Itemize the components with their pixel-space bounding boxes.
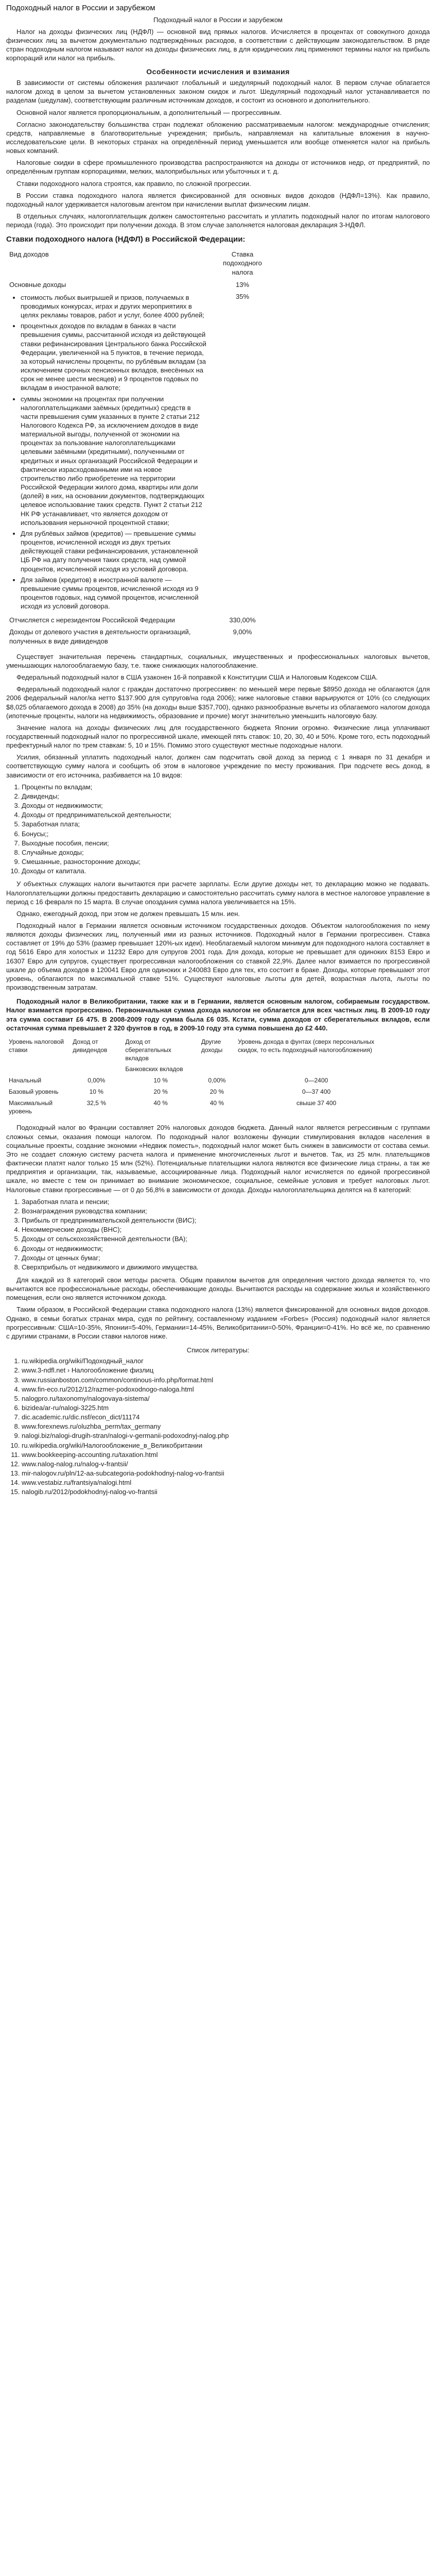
table-header-cell: Уровень дохода в фунтах (сверх персональных скидок, то есть подоходный налогообложения)	[238, 1038, 375, 1054]
table-cell: 20 %	[210, 1088, 224, 1095]
table-cell: 0,00%	[88, 1077, 106, 1084]
table-cell: Основные доходы	[9, 280, 66, 289]
source-link[interactable]: 9. nalogi.biz/nalogi-drugih-stran/nalogi-v-germanii-podoxodnyj-nalog.php	[22, 1431, 430, 1440]
body-paragraph: Подоходный налог во Франции составляет 20% налоговых доходов бюджета. Данный налог является регрессивным с группами сложных семьи, оказания помощи налогом. По подоходный налог возложены функции стимулирования вкладов населения в социальные проекты, создание экономии «Недвиж поместь», подоходный налог может быть снижен в зависимости от состава семьи. Это не создает сложную систему расчета налога и применение многочисленных льгот и вычетов. Так, из 25 млн. плательщиков фактически платят налог только 15 млн (52%). Потенциальные плательщики налога являются все физические лица страны, а так же предприятия и организации, так, называемые, ассоциированные лица. Подоходный налог исчисляется по единой прогрессивной шкале, но вместе с тем он принимает во внимание экономическое, социальное, семейные условия и требует налоговых льгот. Налоговые ставки прогрессивные — от 0 до 56,8% в зависимости от дохода. Доходы налогоплательщика делятся на 8 категорий:	[6, 1124, 430, 1194]
source-link[interactable]: 3. www.russianboston.com/common/continous-info.php/format.html	[22, 1376, 430, 1384]
table-cell: 0—37 400	[302, 1088, 331, 1095]
table-row	[6, 1087, 397, 1098]
table-header-cell: Ставка подоходного налога	[223, 250, 262, 276]
body-paragraph: Для каждой из 8 категорий свои методы расчета. Общим правилом вычетов для определения чистого дохода является то, что вычитаются все профессиональные расходы, обеспечивающие доходы. Вычитаются расходы на содержание жилья и хозяйственного помещения, если оно является источником дохода.	[6, 1276, 430, 1302]
features-paragraph: Налоговые скидки в сфере промышленного производства распространяются на доходы от источников недр, от предприятий, по определённым группам корпорациями, мелких, малоприбыльных или убыточных и т. д.	[6, 159, 430, 176]
uk-heading: Подоходный налог в Великобритании, также как и в Германии, является основным налогом, собираемым государством. Налог взимается прогрессивно. Первоначальная сумма дохода налогом не облагается для всех частных лиц. В 2009-10 году эта сумма составит £6 475. В 2008-2009 году сумма была £6 035. Кстати, сумма доходов от сберегательных вкладов, если остаточная сумма превышает 2 320 фунтов в год, в 2009-10 году эта сумма повышена до £2 440.	[6, 997, 430, 1032]
list-item: 1. Заработная плата и пенсии;	[22, 1197, 430, 1206]
table-cell: Максимальный уровень	[9, 1099, 53, 1115]
features-paragraph: Основной налог является пропорциональным, а дополнительный — прогрессивным.	[16, 108, 282, 116]
table-header-cell: Банковских вкладов	[125, 1065, 183, 1073]
source-link[interactable]: 2. www.3-ndfl.net › Налогообложение физлиц	[22, 1366, 430, 1375]
table-cell: 35%	[235, 292, 250, 300]
table-cell: 0,00%	[208, 1077, 226, 1084]
list-item: 9. Смешанные, разносторонние доходы;	[22, 857, 430, 866]
table-header-cell	[6, 1064, 70, 1075]
rate-35-list	[9, 293, 208, 611]
conclusion-paragraph: Таким образом, в Российской Федерации ставка подоходного налога (13%) является фиксированной для основных видов доходов. Однако, в семьи богатых странах мира, судя по рейтингу, составленному изданием «Forbes» (Россия) подоходный налог является прогрессивным: США=10-35%, Японии=5-40%, Германии=14-45%, Великобритании=0-50%, Франции=0-41%. Но всё же, по сравнению с другими странами, в России ставки налогов ниже.	[6, 1306, 430, 1340]
table-cell: Базовый уровень	[9, 1088, 59, 1095]
body-paragraph: Значение налога на доходы физических лиц для государственного бюджета Японии огромно. Физические лица уплачивают государственный подоходный налог по прогрессивной шкале, имеющей пять ставок: 10, 20, 30, 40 и 50%. Кроме того, есть подоходный префектурный налог по трем ставкам: 5, 10 и 15%. Помимо этого существуют местные подоходные налоги.	[6, 723, 430, 750]
list-item: 10. Доходы от капитала.	[22, 867, 430, 875]
table-cell: 32,5 %	[86, 1099, 106, 1107]
table-row	[6, 1075, 397, 1087]
table-header-row	[6, 1037, 397, 1064]
list-item: • Для займов (кредитов) в иностранной валюте — превышение суммы процентов, исчисленной исходя из 9 процентов годовых, над суммой процентов, исчисленной исходя из условий договора.	[21, 575, 208, 611]
source-link[interactable]: 12. www.nalog-nalog.ru/nalog-v-frantsii/	[22, 1460, 430, 1468]
table-header-cell: Другие доходы	[201, 1038, 223, 1054]
list-item: 4. Некоммерческие доходы (ВНС);	[22, 1225, 430, 1234]
table-header-cell: Уровень налоговой ставки	[9, 1038, 64, 1054]
list-item: 3. Прибыль от предпринимательской деятельности (ВИС);	[22, 1216, 430, 1225]
sources-list	[6, 1357, 430, 1496]
list-item: • суммы экономии на процентах при получении налогоплательщиками заёмных (кредитных) средств в части превышения сумм указанных в пункте 2 статьи 212 Налогового Кодекса РФ, за исключением доходов в виде материальной выгоды, полученной от экономии на процентах за пользование налогоплательщиками целевыми заёмными (кредитными), полученными от кредитных и иных организаций Российской Федерации и фактически израсходованными ими на новое строительство либо приобретение на территории Российской Федерации жилого дома, квартиры или доли (долей) в них, на основании документов, подтверждающих целевое использование таких средств. Пункт 2 статьи 212 НК РФ устанавливает, что является доходом от использования нерыночной процентной ставки;	[21, 395, 208, 527]
list-item: 5. Заработная плата;	[22, 820, 430, 828]
table-cell: 330,00%	[229, 616, 256, 624]
table-cell: Доходы от долевого участия в деятельности организаций, полученных в виде дивидендов	[9, 628, 191, 645]
body-paragraph: Усилия, обязанный уплатить подоходный налог, должен сам подсчитать свой доход за период с 1 января по 31 декабря и соответствующую сумму налога и сообщить об этом в налоговое учреждение по месту проживания. При подсчете весь доход, в зависимости от его источника, разбивается на 10 видов:	[6, 753, 430, 779]
list-item: • процентных доходов по вкладам в банках в части превышения суммы, рассчитанной исходя из действующей ставки рефинансирования Центрального банка Российской Федерации, увеличенной на 5 пунктов, в течение периода, за который начислены проценты, по рублёвым вкладам (за исключением срочных пенсионных вкладов, внесённых на срок не менее шести месяцев) и 9 процентов годовых по вкладам в иностранной валюте;	[21, 321, 208, 392]
source-link[interactable]: 10. ru.wikipedia.org/wiki/Налогообложение_в_Великобритании	[22, 1441, 430, 1450]
source-link[interactable]: 5. nalogpro.ru/taxonomy/nalogovaya-sistema/	[22, 1394, 430, 1403]
table-row	[6, 291, 274, 614]
features-paragraph: В зависимости от системы обложения различают глобальный и шедулярный подоходный налог. В первом случае облагается налогом доход в целом за вычетом установленных законом скидок и льгот. Шедулярный подоходный налог устанавливается по разделам (шедулам), соответствующим различным источникам доходов, и состоит из основного и дополнительного.	[6, 79, 430, 105]
table-cell: 40 %	[153, 1099, 168, 1107]
features-paragraph: В России ставка подоходного налога является фиксированной для основных видов доходов (НДФЛ=13%). Как правило, подоходный налог удерживается налоговым агентом при начислении выплат физическим лицам.	[6, 191, 430, 208]
list-item: 7. Доходы от ценных бумаг;	[22, 1253, 430, 1262]
list-item: 2. Вознаграждения руководства компании;	[22, 1207, 430, 1215]
document-title: Подоходный налог в России и зарубежом	[6, 4, 155, 12]
table-row	[6, 614, 274, 626]
table-row	[6, 1098, 397, 1117]
features-paragraph: В отдельных случаях, налогоплательщик должен самостоятельно рассчитать и уплатить подоходный налог по итогам налогового периода (года). Это происходит при получении дохода. В этом случае заполняется налоговая декларация 3-НДФЛ.	[6, 212, 430, 229]
body-paragraph: Подоходный налог в Германии является основным источником государственных доходов. Объектом налогообложения по нему являются доходы физических лиц, полученный ими из разных источников. Подоходный налог в Германии прогрессивен. Ставка составляет от 19% до 53% (размер превышает 120%-ых идеи). Необлагаемый налогом минимум для подоходного налога составляет в год 5616 Евро для холостых и 11232 Евро для супругов 2001 года. Для дохода, которые не превышает для одиноких 8153 Евро и 16307 Евро для супругов, существует прогрессивная налогообложения со ставкой 22,9%. Далее налог взимается по прогрессивной шкале до объема доходов в 120041 Евро для одиноких и 240083 Евро для тех, кто состоит в браке. Доходы, которые превышают этот уровень, облагаются по максимальной ставке 51%. Существуют налоговые льготы для детей, возрастная льгота, льготы по производственным затратам.	[6, 921, 430, 992]
intro-paragraph: Налог на доходы физических лиц (НДФЛ) — основной вид прямых налогов. Исчисляется в процентах от совокупного дохода физических лиц за вычетом документально подтверждённых расходов, в соответствии с действующим законодательством. В ряде стран подоходным налогом называют налог на доходы физических лиц, в для юридических лиц применяют термины налог на прибыль корпораций или налог на прибыль.	[6, 27, 430, 62]
table-subheader-row	[6, 1064, 397, 1075]
table-cell: 10 %	[89, 1088, 103, 1095]
table-header-cell	[235, 1064, 397, 1075]
body-paragraph: Однако, ежегодный доход, при этом не должен превышать 15 млн. иен.	[16, 909, 240, 918]
list-item: 4. Доходы от предпринимательской деятельности;	[22, 810, 430, 819]
table-cell: Начальный	[9, 1077, 42, 1084]
list-item: 2. Дивиденды;	[22, 792, 430, 801]
source-link[interactable]: 13. mir-nalogov.ru/pln/12-aa-subcategoria-podokhodnyj-nalog-vo-frantsii	[22, 1469, 430, 1478]
features-paragraph: Согласно законодательству большинства стран подлежат обложению рассматриваемым налогом: международные отчисления; средств, направляемые в благотворительные учреждения; прибыль, направляемая на капитальные вложения в научно-исследовательские цели. В некоторых странах на определённый период уменьшается или вообще отменяется налог на прибыль новых компаний.	[6, 120, 430, 155]
table-header-row	[6, 248, 274, 278]
source-link[interactable]: 15. nalogib.ru/2012/podokhodnyj-nalog-vo-frantsii	[22, 1487, 430, 1496]
list-item: 3. Доходы от недвижимости;	[22, 801, 430, 810]
source-link[interactable]: 14. www.vestabiz.ru/frantsiya/nalogi.html	[22, 1478, 430, 1487]
russia-rates-table	[6, 248, 274, 647]
uk-rates-table	[6, 1037, 397, 1117]
body-paragraph: У объектных служащих налоги вычитаются при расчете зарплаты. Если другие доходы нет, то декларацию можно не подавать. Налогоплательщики должны предоставить декларацию и самостоятельно рассчитать сумму налога в местное налоговое управление в период с 16 февраля по 15 марта. В случае опоздания сумма налога увеличивается на 15%.	[6, 880, 430, 906]
table-header-cell: Доход от дивидендов	[73, 1038, 108, 1054]
table-cell: Отчисляется с нерезидентом Российской Федерации	[9, 616, 175, 624]
list-item: 1. Проценты по вкладам;	[22, 783, 430, 791]
list-item: 5. Доходы от сельскохозяйственной деятельности (ВА);	[22, 1234, 430, 1243]
table-row	[6, 279, 274, 291]
table-row	[6, 626, 274, 647]
table-header-cell: Доход от сберегательных вкладов	[125, 1038, 171, 1062]
list-item: • Для рублёвых займов (кредитов) — превышение суммы процентов, исчисленной исходя из двух третьих действующей ставки рефинансирования, установленной ЦБ РФ на дату получения таких средств, над суммой процентов, исчисленной исходя из условий договора.	[21, 529, 208, 573]
russia-rates-heading: Ставки подоходного налога (НДФЛ) в Российской Федерации:	[6, 235, 246, 244]
table-cell: 0—2400	[304, 1077, 328, 1084]
source-link[interactable]: 8. www.forexnews.ru/oluzhba_perm/tax_germany	[22, 1422, 430, 1431]
source-link[interactable]: 6. bizidea/ar-ru/nalogi-3225.htm	[22, 1403, 430, 1412]
body-paragraph: Существует значительная перечень стандартных, социальных, имущественных и профессиональных налоговых вычетов, уменьшающих налогооблагаемую базу, т.е. также снижающих налогооблажение.	[6, 652, 430, 669]
table-header-cell	[70, 1064, 123, 1075]
table-cell: 10 %	[153, 1077, 168, 1084]
table-header-cell: Вид доходов	[9, 250, 49, 259]
table-cell: 13%	[235, 280, 250, 289]
table-cell: 40 %	[210, 1099, 224, 1107]
table-cell: свыше 37 400	[296, 1099, 337, 1107]
list-item: 7. Выходные пособия, пенсии;	[22, 839, 430, 848]
table-cell	[6, 291, 211, 614]
body-paragraph: Федеральный подоходный налог в США узаконен 16-й поправкой к Конституции США и Налоговым Кодексом США.	[16, 673, 378, 682]
source-link[interactable]: 1. ru.wikipedia.org/wiki/Подоходный_налог	[22, 1357, 430, 1365]
table-cell: 9,00%	[233, 628, 252, 636]
features-heading: Особенности исчисления и взимания	[146, 67, 290, 76]
table-header-cell	[199, 1064, 235, 1075]
source-link[interactable]: 7. dic.academic.ru/dic.nsf/econ_dict/11174	[22, 1413, 430, 1421]
japan-income-list	[6, 783, 430, 876]
list-item: 8. Сверхприбыль от недвижимого и движимого имущества.	[22, 1263, 430, 1272]
list-item: 8. Случайные доходы;	[22, 848, 430, 857]
source-link[interactable]: 11. www.bookkeeping-accounting.ru/taxation.html	[22, 1450, 430, 1459]
document-subtitle: Подоходный налог в России и зарубежом	[153, 15, 283, 24]
list-item: • стоимость любых выигрышей и призов, получаемых в проводимых конкурсах, играх и других мероприятиях в целях рекламы товаров, работ и услуг, более 4000 рублей;	[21, 293, 208, 319]
list-item: 6. Бонусы;;	[22, 829, 430, 838]
list-item: 6. Доходы от недвижимости;	[22, 1244, 430, 1253]
france-income-list	[6, 1197, 430, 1272]
source-link[interactable]: 4. www.fin-eco.ru/2012/12/razmer-podoxodnogo-naloga.html	[22, 1385, 430, 1394]
body-paragraph: Федеральный подоходный налог с граждан достаточно прогрессивен: по меньшей мере первые $8950 дохода не облагаются (для 2006 федеральный налог/ка нетто $137.900 для супругов/на года 2006); ниже налоговые ставки варьируются от 10% (со следующих $8,025 облагаемого дохода в 2008) до 35% (на доходы выше $357,700), однако разнообразные вычеты из облагаемого налогом дохода (ипотечные проценты, налоги на недвижимость, образование и прочие) могут значительно уменьшить налоговую базу.	[6, 685, 430, 720]
table-cell: 20 %	[153, 1088, 168, 1095]
sources-title: Список литературы:	[186, 1346, 250, 1354]
features-paragraph: Ставки подоходного налога строятся, как правило, по сложной прогрессии.	[16, 179, 251, 188]
